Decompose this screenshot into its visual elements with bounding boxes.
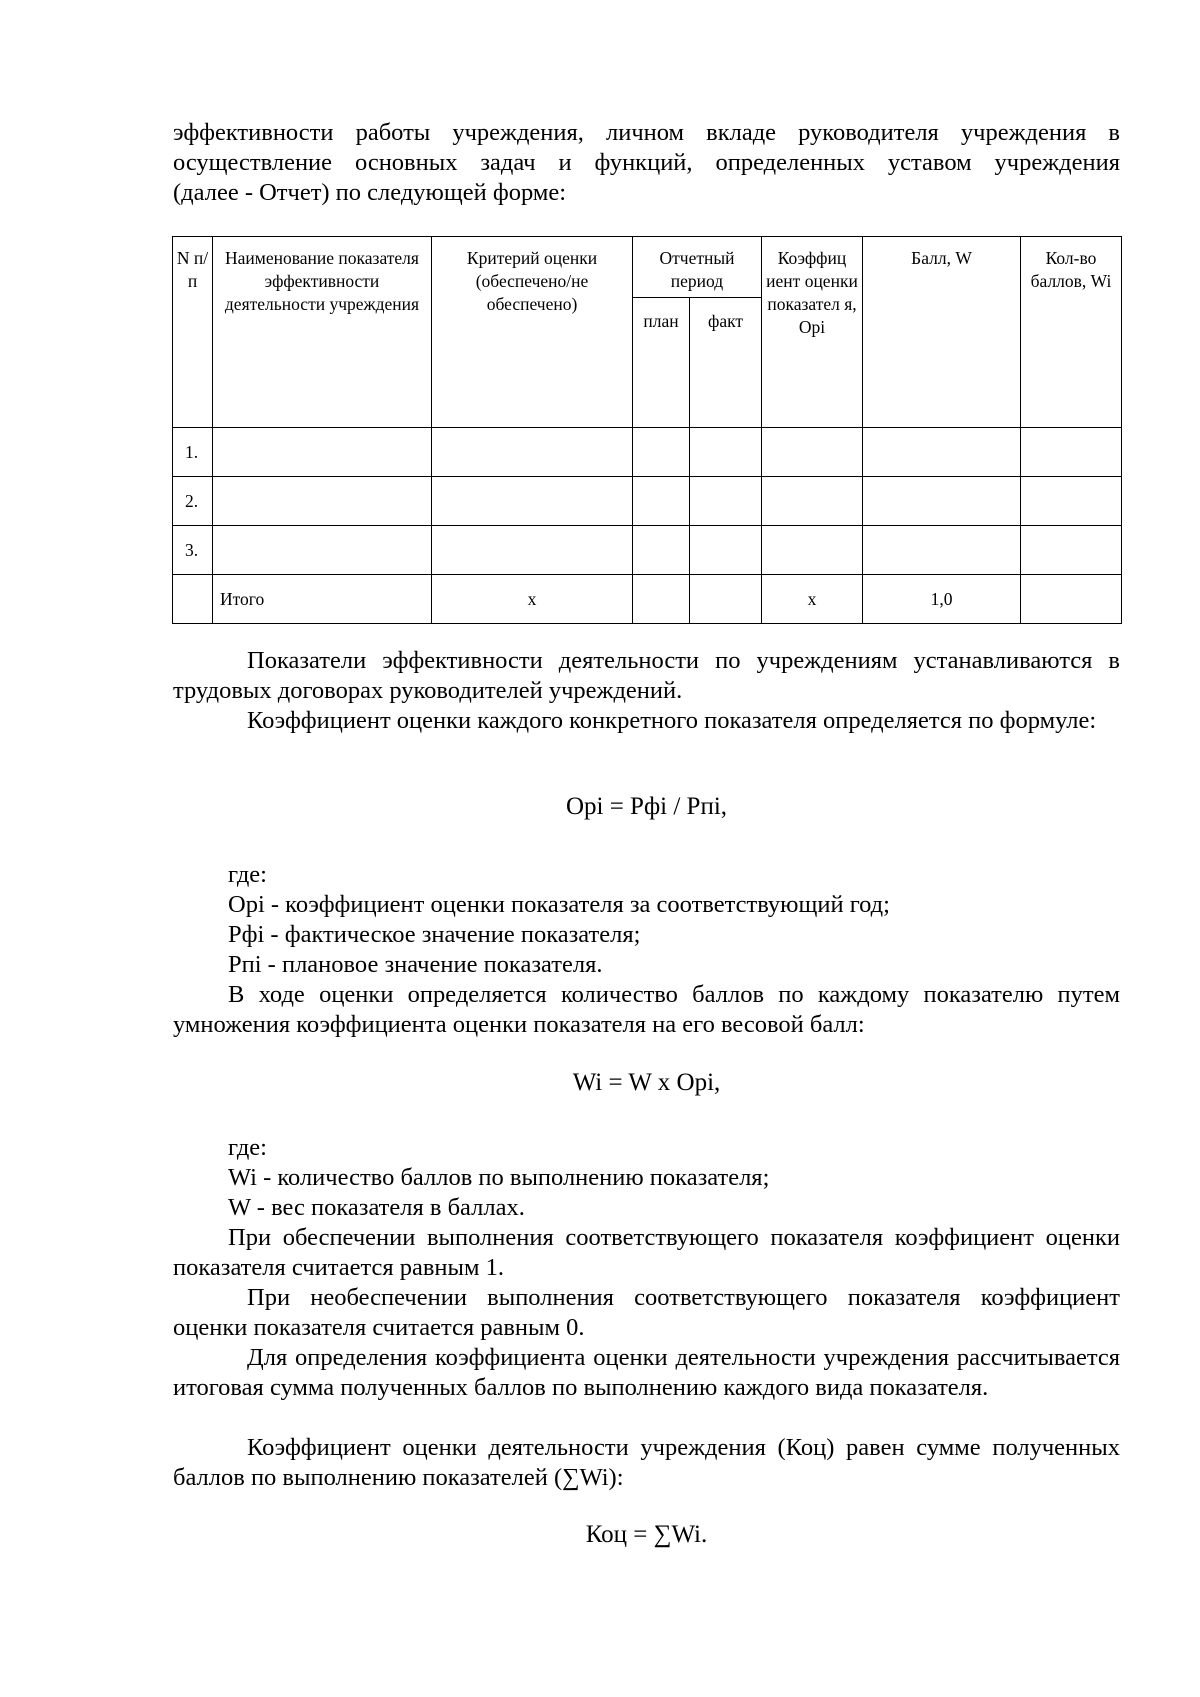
formula-opi: Орi = Рфi / Рпi,: [565, 793, 728, 820]
header-weight: Балл, W: [863, 237, 1021, 428]
row-num: 1.: [173, 428, 213, 477]
header-fact: факт: [690, 298, 762, 428]
where-label-1: где:: [228, 861, 267, 888]
formula-koc: Коц = ∑Wi.: [585, 1521, 708, 1548]
row-num: 2.: [173, 477, 213, 526]
intro-line-2: осуществление основных задач и функций, определенных уставом учреждения: [173, 149, 1120, 176]
where-label-2: где:: [228, 1134, 267, 1161]
row-num: 3.: [173, 526, 213, 575]
header-criterion: Критерий оценки (обеспечено/не обеспечено): [432, 237, 633, 428]
header-name: Наименование показателя эффективности деятельности учреждения: [213, 237, 432, 428]
header-plan: план: [633, 298, 690, 428]
total-label: Итого: [213, 575, 432, 624]
table-row: [173, 526, 1122, 575]
total-coef: х: [762, 575, 863, 624]
header-num: N п/п: [173, 237, 213, 428]
intro-line-1: эффективности работы учреждения, личном вкладе руководителя учреждения в: [173, 119, 1120, 146]
paragraph-coef-formula: Коэффициент оценки каждого конкретного показателя определяется по формуле:: [247, 707, 1097, 734]
total-criterion: х: [432, 575, 633, 624]
header-points: Кол-во баллов, Wi: [1021, 237, 1122, 428]
definition-rpi: Рпi - плановое значение показателя.: [228, 951, 603, 978]
total-weight: 1,0: [863, 575, 1021, 624]
paragraph-indicators: Показатели эффективности деятельности по учреждениям устанавливаются в трудовых договорах руководителей учреждений.: [173, 647, 1120, 704]
definition-w: W - вес показателя в баллах.: [228, 1194, 525, 1221]
definition-wi: Wi - количество баллов по выполнению показателя;: [228, 1164, 770, 1191]
table-row: [173, 428, 1122, 477]
paragraph-provided: При обеспечении выполнения соответствующего показателя коэффициент оценки показателя считается равным 1.: [173, 1224, 1120, 1281]
paragraph-koc: Коэффициент оценки деятельности учреждения (Коц) равен сумме полученных баллов по выполнению показателей (∑Wi):: [173, 1434, 1120, 1491]
total-row: [173, 575, 1122, 624]
paragraph-not-provided: При необеспечении выполнения соответствующего показателя коэффициент оценки показателя считается равным 0.: [173, 1284, 1120, 1341]
header-period: Отчетный период: [633, 237, 762, 298]
definition-rfi: Рфi - фактическое значение показателя;: [228, 921, 641, 948]
definition-opi: Орi - коэффициент оценки показателя за соответствующий год;: [228, 891, 890, 918]
paragraph-total-sum: Для определения коэффициента оценки деятельности учреждения рассчитывается итоговая сумма полученных баллов по выполнению каждого вида показателя.: [173, 1344, 1120, 1401]
header-coef: Коэффиц иент оценки показател я, Орi: [762, 237, 863, 428]
paragraph-scoring: В ходе оценки определяется количество баллов по каждому показателю путем умножения коэффициента оценки показателя на его весовой балл:: [173, 981, 1120, 1038]
intro-line-3: (далее - Отчет) по следующей форме:: [173, 179, 567, 206]
formula-wi: Wi = W x Орi,: [572, 1069, 721, 1096]
table-row: [173, 477, 1122, 526]
report-table: [172, 236, 1122, 624]
